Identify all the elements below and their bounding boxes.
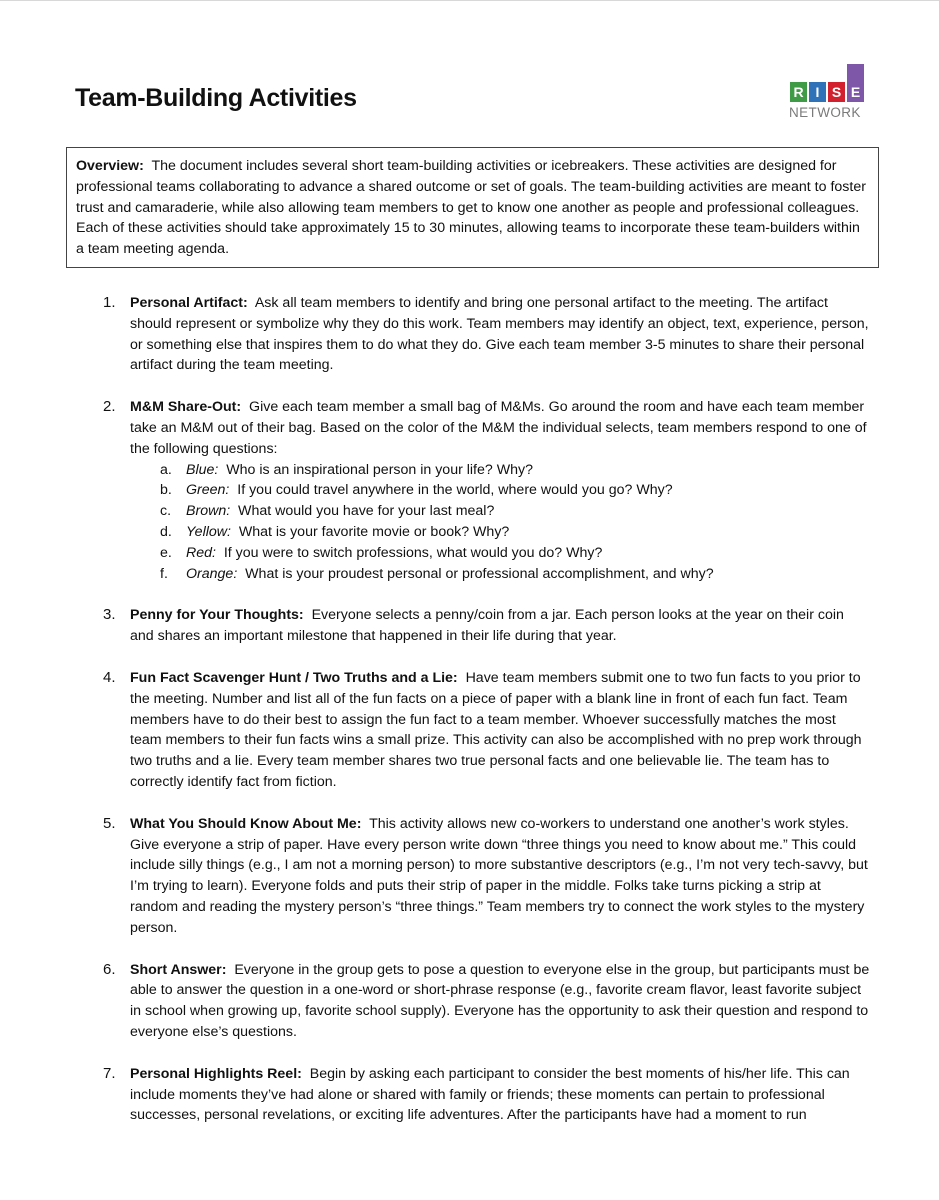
question-item [130,460,870,481]
activity-number: 1. [103,294,116,311]
activity-number: 2. [103,398,116,416]
logo-subtitle: NETWORK [789,105,861,120]
activity-list [100,293,870,1126]
activity-title: Penny for Your Thoughts: [130,607,304,624]
question-letter: c. [160,503,172,520]
question-item [130,543,870,564]
question-item [130,480,870,501]
activity-text: Everyone in the group gets to pose a question to everyone else in the group, but participants must be able to answer the question in a one-word or short-phrase response (e.g., favorite cream flavor, least favorite subject in school when growing up, favorite school supply). Everyone has the opportunity to ask their question and respond to everyone else’s questions. [130,961,870,1040]
activity-number: 7. [103,1064,116,1082]
activity-title: M&M Share-Out: [130,399,242,416]
overview-label: Overview: [76,158,144,174]
question-text: If you were to switch professions, what would you do? Why? [223,544,603,561]
activity-number: 5. [103,814,116,832]
question-color: Red: [186,544,216,561]
question-item [130,522,870,543]
question-letter: d. [160,523,172,540]
activity-title: Fun Fact Scavenger Hunt / Two Truths and a Lie: [130,669,458,686]
activity-number: 3. [103,606,116,624]
activity-item [100,605,870,647]
question-text: What is your favorite movie or book? Why? [238,523,510,540]
activity-text: Begin by asking each participant to consider the best moments of his/her life. This can include moments they’ve had alone or shared with family or friends; these moments can pertain to professional successes, personal revelations, or exciting life adventures. After the participants have had a moment to run [130,1065,850,1124]
activity-title: Short Answer: [130,961,227,978]
question-letter: b. [160,482,172,499]
page-top-border [0,0,939,1]
activity-text: This activity allows new co-workers to understand one another’s work styles. Give everyone a strip of paper. Have every person write down “three things you need to know about me.” This could include silly things (e.g., I am not a morning person) to more substantive descriptors (e.g., I’m not very tech-savvy, but I’m trying to learn). Everyone folds and puts their strip of paper in the middle. Folks take turns picking a strip at random and reading the mystery person’s “three things.” Team members try to connect the work styles to the mystery person. [130,815,868,936]
logo-bars [788,62,868,102]
overview-text: The document includes several short team-building activities or icebreakers. These activities are designed for professional teams collaborating to advance a shared outcome or set of goals. The team-building activities are meant to foster trust and camaraderie, while also allowing team members to get to know one another as people and professional colleagues. Each of these activities should take approximately 15 to 30 minutes, allowing teams to incorporate these team-builders within a team meeting agenda. [76,158,866,258]
question-text: What is your proudest personal or professional accomplishment, and why? [245,565,714,582]
activity-text: Ask all team members to identify and bring one personal artifact to the meeting. The artifact should represent or symbolize why they do this work. Team members may identify an object, text, experience, person, or something else that inspires them to do what they do. Give each team member 3-5 minutes to share their personal artifact during the team meeting. [130,295,869,374]
activity-item [100,1064,870,1126]
question-letter: a. [160,461,172,478]
question-text: If you could travel anywhere in the world, where would you go? Why? [237,482,673,499]
logo-letter-r: R [790,82,807,102]
question-item [130,564,870,585]
activity-item [100,814,870,939]
activity-title: What You Should Know About Me: [130,815,362,832]
activity-item [100,397,870,584]
activity-item [100,293,870,376]
overview-box [66,147,879,268]
page-title: Team-Building Activities [75,84,357,112]
logo-letter-i: I [809,82,826,102]
activity-text: Have team members submit one to two fun facts to you prior to the meeting. Number and list all of the fun facts on a piece of paper with a blank line in front of each fun fact. Team members have to do their best to assign the fun fact to a team member. Whoever successfully matches the most team members to their fun facts wins a small prize. This activity can also be accomplished with no prep work through two truths and a lie. Every team member shares two true personal facts and one believable lie. The team has to correctly identify fact from fiction. [130,669,862,790]
activity-item [100,960,870,1043]
question-item [130,501,870,522]
activity-title: Personal Artifact: [130,295,248,311]
activity-text: Give each team member a small bag of M&Ms. Go around the room and have each team member take an M&M out of their bag. Based on the color of the M&M the individual selects, team members respond to one of the following questions: [130,399,867,457]
question-list [130,460,870,585]
question-text: What would you have for your last meal? [238,503,495,520]
question-color: Orange: [186,565,238,582]
question-text: Who is an inspirational person in your life? Why? [226,461,533,478]
question-color: Brown: [186,503,231,520]
question-letter: e. [160,544,172,561]
question-color: Blue: [186,461,219,478]
question-letter: f. [160,565,168,582]
question-color: Yellow: [186,523,231,540]
logo-letter-s: S [828,82,845,102]
activity-title: Personal Highlights Reel: [130,1065,302,1082]
logo-letter-e: E [847,64,864,102]
question-color: Green: [186,482,230,499]
activity-text: Everyone selects a penny/coin from a jar. Each person looks at the year on their coin and shares an important milestone that happened in their life during that year. [130,607,844,645]
activity-number: 4. [103,668,116,686]
activity-item [100,668,870,793]
rise-network-logo [788,62,868,124]
activity-number: 6. [103,960,116,978]
